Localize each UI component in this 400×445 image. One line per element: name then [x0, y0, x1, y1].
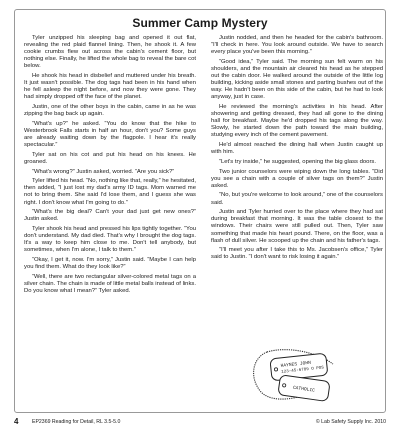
story-title: Summer Camp Mystery: [132, 16, 268, 30]
dog-tag-back: [278, 375, 330, 402]
paragraph: “Okay, I get it, now. I'm sorry,” Justin said. “Maybe I can help you find them. What do they look like?”: [24, 256, 196, 271]
paragraph: He shook his head in disbelief and muttered under his breath. It just wasn't possible. The dog tags had been in his hand when he fell asleep the night before, and now they were gone. They had simply dropped off the face of the planet.: [24, 73, 196, 101]
paragraph: Two junior counselors were wiping down the long tables. “Did you see a chain with a couple of silver tags on them?” Justin asked.: [211, 168, 383, 189]
paragraph: Justin, one of the other boys in the cabin, came in as he was zipping the bag back up again.: [24, 104, 196, 118]
paragraph: “No, but you're welcome to look around,” one of the counselors said.: [211, 192, 383, 206]
tag-text: HAYNES JOHN: [280, 360, 312, 369]
left-column: [24, 35, 196, 298]
paragraph: “Well, there are two rectangular silver-colored metal tags on a silver chain. The chain is made of little metal balls instead of links. Do you know what I mean?” Tyler asked.: [24, 273, 196, 294]
paragraph: Tyler lifted his head. “No, nothing like that, really,” he hesitated, then added, “I just lost my dad's army ID tags. Mom warned me not to bring them. She said I'd lose them, and I guess she was right. I don't know what I'm going to do.”: [24, 178, 196, 206]
paragraph: “What's wrong?” Justin asked, worried. “Are you sick?”: [32, 168, 175, 175]
paragraph: “Good idea,” Tyler said. The morning sun felt warm on his shoulders, and the mountain air cleared his head as he stepped out the cabin door. He walked around the outside of the little log building, kicking aside small stones and parting bushes out of the way. He hadn't been on this side of the cabin, but he had to look anyway, just in case.: [211, 58, 383, 101]
paragraph: Tyler sat on his cot and put his head on his knees. He groaned.: [24, 151, 196, 165]
paragraph: “What's up?” he asked. “You do know that the hike to Westerbrook Falls starts in half an hour, don't you? Some guys are already waiting down by the flagpole. I hear it's really spectacular.”: [24, 120, 196, 149]
paragraph: Tyler unzipped his sleeping bag and opened it out flat, revealing the red plaid flannel lining. Then, he shook it. A few cookie crumbs flew out across the cabin's cement floor, but nothing else. Finally, he lifted the whole bag to reveal the bare cot below.: [24, 35, 196, 70]
paragraph: Tyler shook his head and pressed his lips tightly together. “You don't understand. My dad died. That's why I brought the dog tags. It's a way to keep him close to me. Don't tell anybody, but sometimes, when I'm alone, I talk to them.”: [24, 226, 196, 254]
copyright: © Lab Safety Supply Inc. 2010: [315, 419, 386, 425]
tag-text: CATHOLIC: [292, 385, 316, 394]
paragraph: He reviewed the morning's activities in his head. After showering and getting dressed, they had all gone to the dining hall for breakfast. Maybe he'd dropped his tags along the way. Slowly, he started down the path toward the main building, studying every inch of the cement pavement.: [211, 104, 383, 139]
book-code: EP2369 Reading for Detail, RL 3.5-5.0: [32, 419, 121, 425]
page-number: 4: [14, 417, 19, 426]
dog-tags-illustration: [247, 348, 357, 406]
dog-tag-front: [270, 353, 328, 381]
paragraph: “Let's try inside,” he suggested, opening the big glass doors.: [219, 158, 376, 165]
paragraph: He'd almost reached the dining hall when Justin caught up with him.: [211, 142, 383, 156]
paragraph: “I'll meet you after I take this to Ms. Jacobsen's office,” Tyler said to Justin. “I don't want to risk losing it again.”: [211, 247, 383, 261]
tag-text: 123-45-6789 O POS: [281, 366, 325, 375]
page-frame: [14, 9, 386, 413]
paragraph: Justin nodded, and then he headed for the cabin's bathroom. “I'll check in here. You look around outside. We have to search every place you've been this morning.”: [211, 35, 383, 56]
page-footer: [14, 416, 386, 428]
paragraph: Justin and Tyler hurried over to the place where they had sat during breakfast that morning. It was the table closest to the windows. Their chairs were still pulled out. Then, Tyler saw something that made his heart pound. There, on the floor, was a flash of dull silver. He scooped up the chain and his father's tags.: [211, 209, 383, 244]
right-column: [211, 35, 383, 264]
paragraph: “What's the big deal? Can't your dad just get new ones?” Justin asked.: [24, 209, 196, 223]
